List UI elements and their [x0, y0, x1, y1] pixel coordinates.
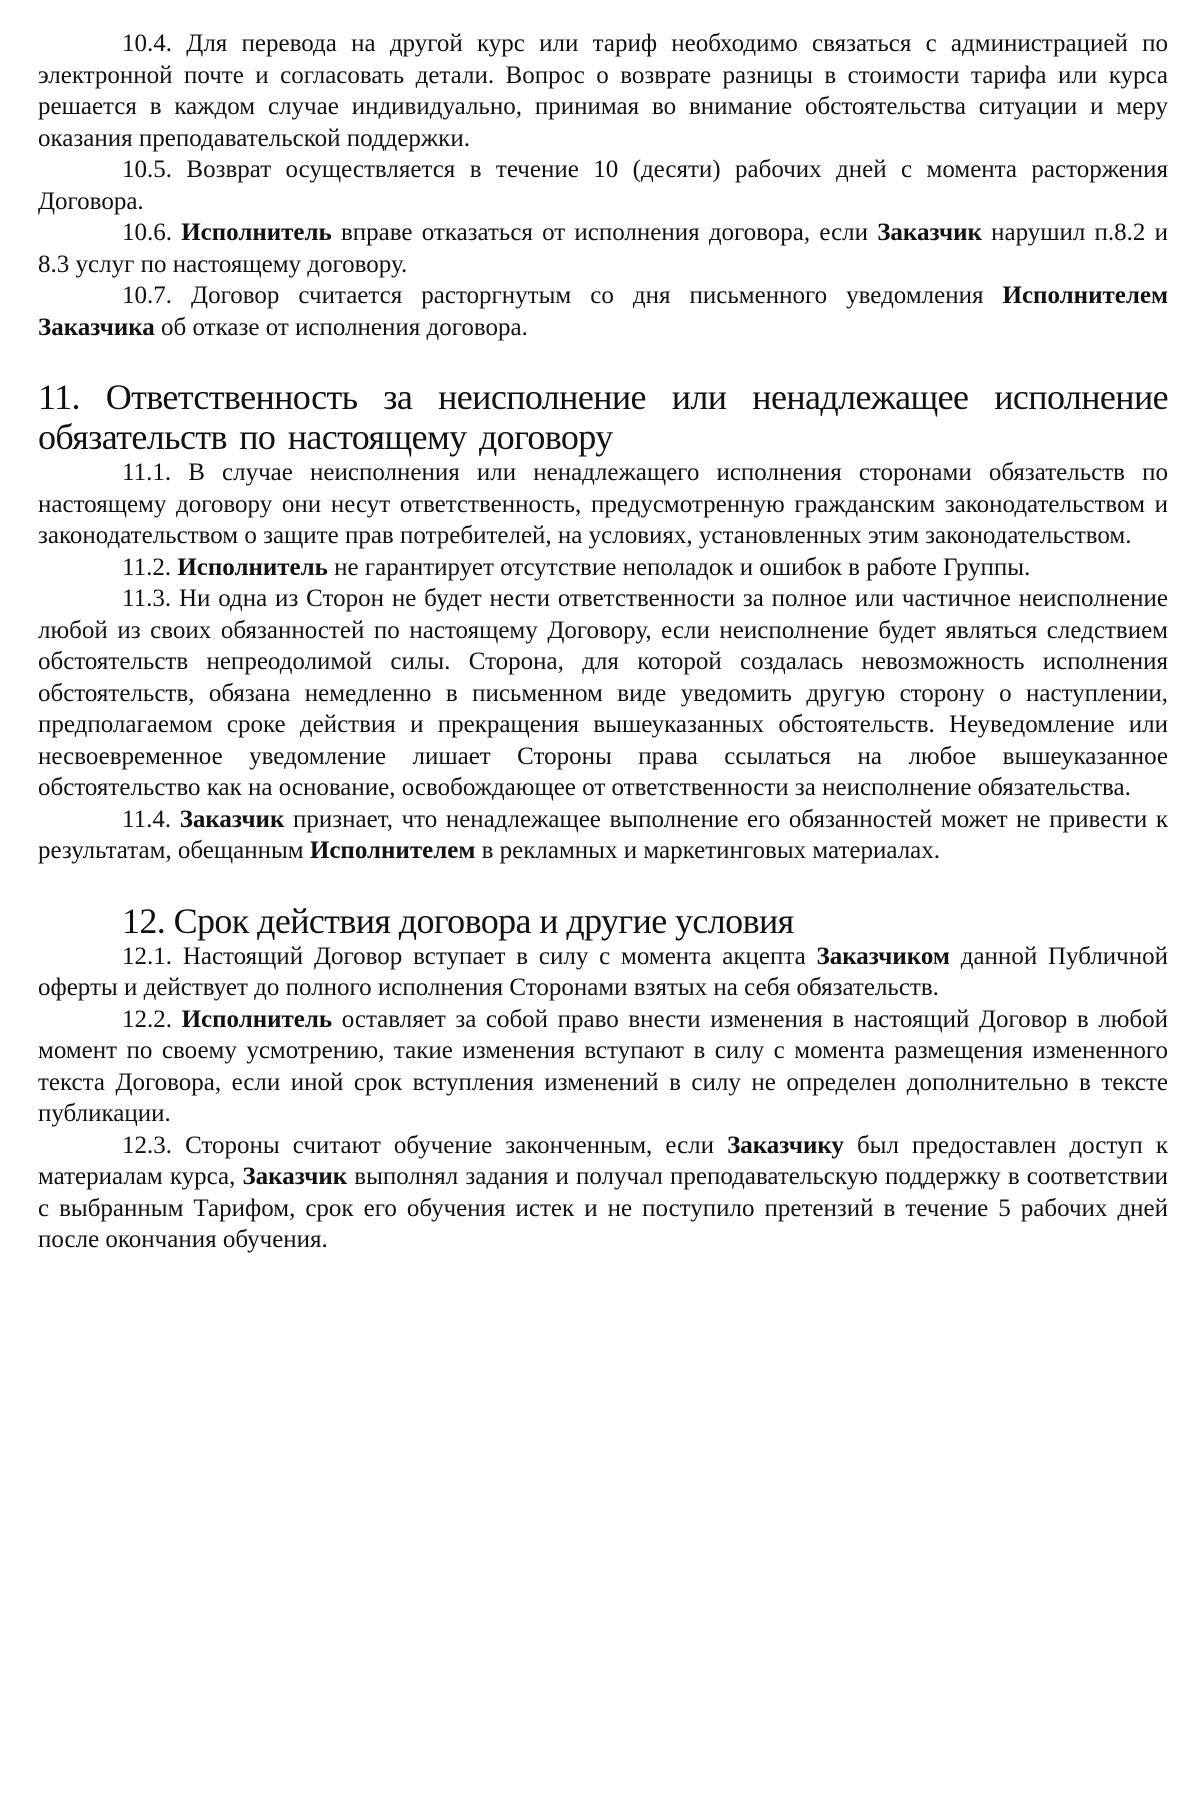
section-heading: 11. Ответственность за неисполнение или ненадлежащее исполнение обязательств по настоящему договору — [38, 377, 1168, 457]
clause-text: данной Публичной оферты и действует до полного исполнения Сторонами взятых на себя обязательств. — [38, 942, 1169, 1001]
clause-text: не гарантирует отсутствие неполадок и ошибок в работе Группы. — [327, 553, 1031, 581]
clause-text: признает, что ненадлежащее выполнение его обязанностей может не привести к результатам, обещанным — [38, 805, 1169, 864]
clause-text: Настоящий Договор вступает в силу с момента акцепта — [182, 942, 817, 970]
clause-paragraph — [38, 804, 1168, 867]
clause-number: 11.3. — [122, 585, 172, 612]
clause-number: 11.2. — [122, 553, 172, 581]
party-name: Заказчику — [727, 1131, 844, 1159]
clause-paragraph — [38, 552, 1168, 584]
clause-paragraph — [38, 280, 1168, 343]
clause-number: 12.1. — [122, 942, 172, 970]
party-name: Исполнитель — [181, 1005, 333, 1033]
clause-paragraph — [38, 583, 1168, 804]
clause-paragraph — [38, 1004, 1168, 1130]
clause-text: Договор считается расторгнутым со дня письменного уведомления — [191, 282, 1003, 309]
clause-number: 10.5. — [122, 156, 172, 183]
section-heading: 12. Срок действия договора и другие условия — [122, 900, 794, 941]
clause-text: оставляет за собой право внести изменения в настоящий Договор в любой момент по своему усмотрению, такие изменения вступают в силу с момента размещения измененного текста Договора, если иной срок вступления изменений в силу не определен дополнительно в тексте публикации. — [38, 1005, 1168, 1127]
clause-number: 10.7. — [122, 282, 172, 309]
clause-text: Возврат осуществляется в течение 10 (десяти) рабочих дней с момента расторжения Договора. — [38, 156, 1168, 215]
clause-paragraph — [38, 941, 1168, 1004]
party-name: Заказчик — [179, 805, 285, 833]
party-name: Исполнитель — [177, 553, 328, 581]
party-name: Заказчик — [877, 219, 982, 246]
party-name: Заказчик — [242, 1163, 348, 1190]
party-name: Исполнителем — [309, 837, 476, 864]
clause-text: Стороны считают обучение законченным, если — [185, 1131, 728, 1159]
clause-text: был предоставлен доступ к материалам курса, — [38, 1131, 1169, 1190]
clause-text: Для перевода на другой курс или тариф необходимо связаться с администрацией по электронной почте и согласовать детали. Вопрос о возврате разницы в стоимости тарифа или курса решается в каждом случае индивидуально, принимая во внимание обстоятельства ситуации и меру оказания преподавательской поддержки. — [38, 30, 1168, 152]
document-page — [38, 28, 1168, 1256]
clause-text: в рекламных и маркетинговых материалах. — [475, 837, 941, 864]
clause-number: 10.6. — [122, 219, 172, 246]
party-name: Заказчиком — [816, 942, 950, 970]
clause-number: 10.4. — [122, 30, 172, 57]
clause-number: 11.1. — [122, 459, 172, 486]
clause-paragraph — [38, 28, 1168, 154]
clause-text: об отказе от исполнения договора. — [154, 313, 528, 341]
clause-paragraph — [38, 457, 1168, 552]
clause-number: 12.2. — [122, 1005, 172, 1033]
clause-paragraph — [38, 154, 1168, 217]
party-name: Исполнителем Заказчика — [38, 282, 1168, 341]
clause-text: вправе отказаться от исполнения договора, если — [331, 219, 878, 246]
clause-text: Ни одна из Сторон не будет нести ответственности за полное или частичное неисполнение любой из своих обязанностей по настоящему Договору, если неисполнение будет являться следствием обстоятельств непреодолимой силы. Сторона, для которой создалась невозможность исполнения обстоятельств, обязана немедленно в письменном виде уведомить другую сторону о наступлении, предполагаемом сроке действия и прекращения вышеуказанных обстоятельств. Неуведомление или несвоевременное уведомление лишает Стороны права ссылаться на любое вышеуказанное обстоятельство как на основание, освобождающее от ответственности за неисполнение обязательства. — [38, 585, 1168, 801]
party-name: Исполнитель — [181, 219, 332, 246]
clause-paragraph — [38, 217, 1168, 280]
clause-text: нарушил п.8.2 и 8.3 услуг по настоящему договору. — [38, 219, 1168, 278]
clause-text: В случае неисполнения или ненадлежащего исполнения сторонами обязательств по настоящему договору они несут ответственность, предусмотренную гражданским законодательством и законодательством о защите прав потребителей, на условиях, установленных этим законодательством. — [38, 459, 1168, 549]
clause-paragraph — [38, 1130, 1168, 1256]
clause-text: выполнял задания и получал преподавательскую поддержку в соответствии с выбранным Тарифом, срок его обучения истек и не поступило претензий в течение 5 рабочих дней после окончания обучения. — [38, 1163, 1168, 1253]
clause-number: 12.3. — [122, 1131, 172, 1159]
clause-number: 11.4. — [122, 805, 172, 833]
